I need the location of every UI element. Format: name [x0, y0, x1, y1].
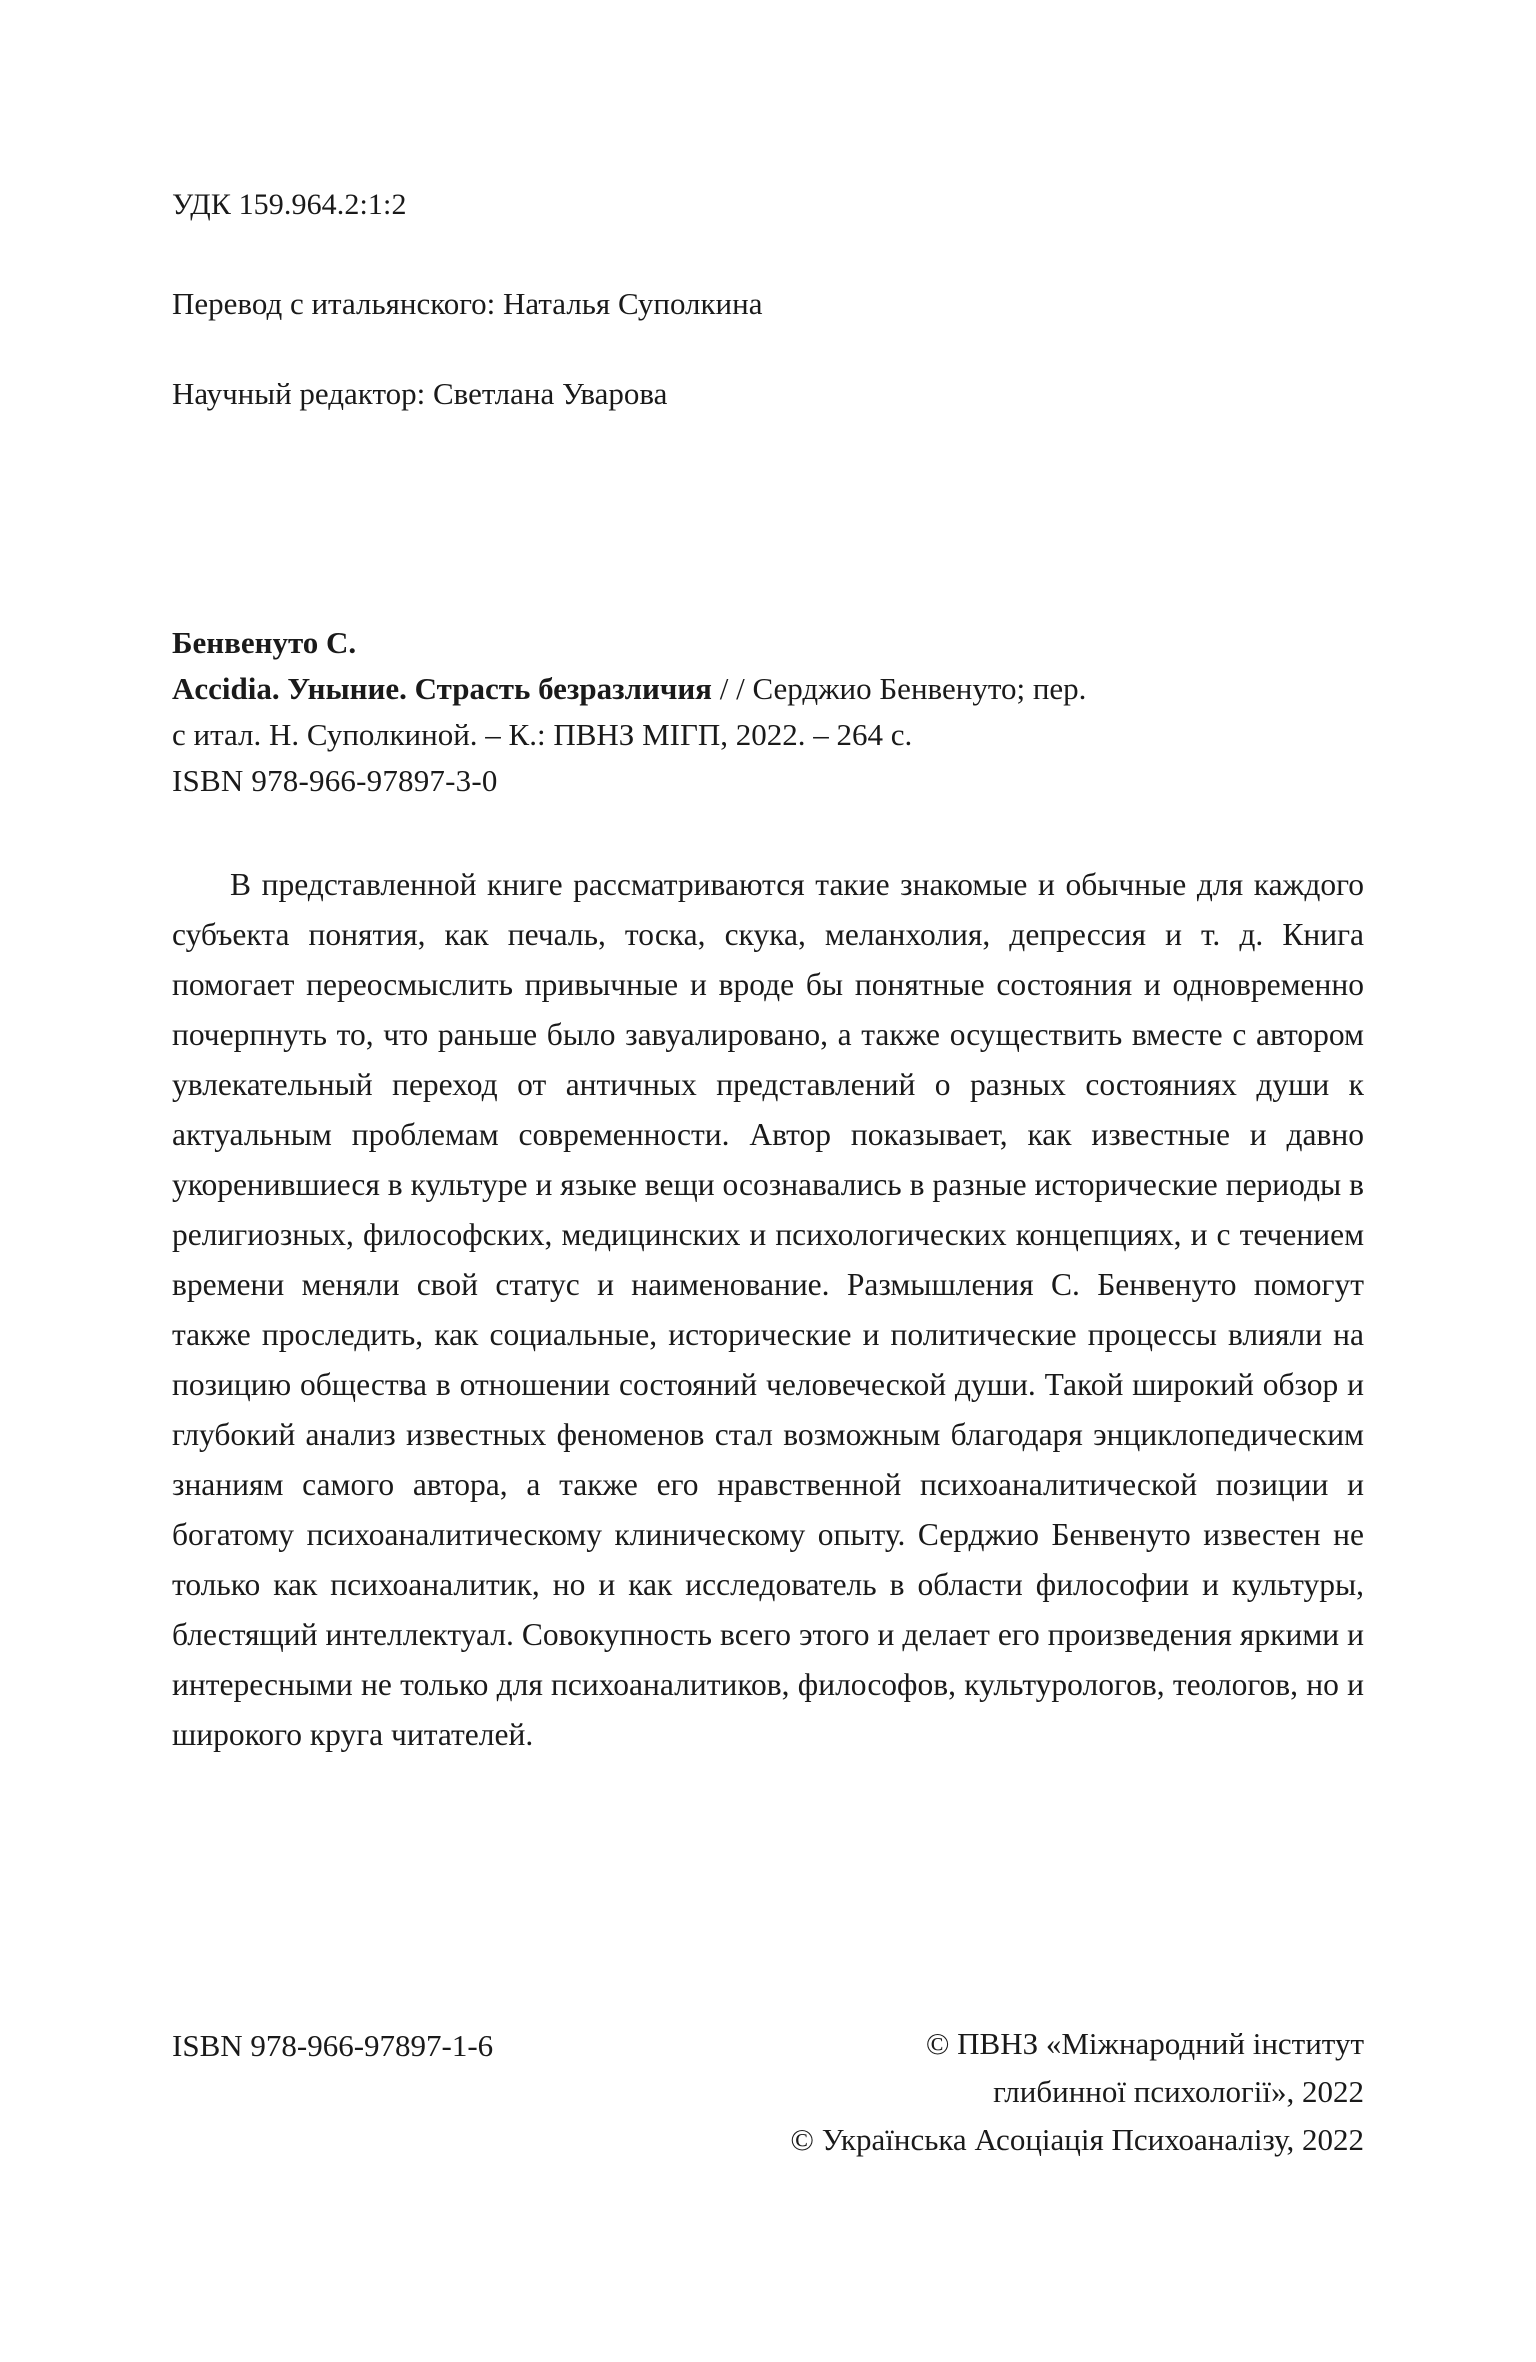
biblio-author: Бенвенуто С. — [172, 625, 357, 660]
copyright-block — [790, 2020, 1364, 2164]
biblio-title: Accidia. Уныние. Страсть безразличия — [172, 671, 712, 706]
biblio-isbn: ISBN 978-966-97897-3-0 — [172, 763, 498, 798]
footer-isbn: ISBN 978-966-97897-1-6 — [172, 2028, 494, 2063]
translator-credit: Перевод с итальянского: Наталья Суполкина — [172, 286, 763, 321]
biblio-title-responsibility: / / Серджио Бенвенуто; пер. — [711, 671, 1087, 706]
udc-code: УДК 159.964.2:1:2 — [172, 188, 407, 221]
footer-row — [172, 2020, 1364, 2164]
copyright-line-association: © Українська Асоціація Психоаналізу, 2022 — [790, 2122, 1364, 2157]
page-content — [172, 0, 1364, 2362]
biblio-title-line — [172, 666, 1364, 712]
page-footer — [172, 2020, 1364, 2164]
bibliographic-description — [172, 620, 1364, 804]
abstract-paragraph: В представленной книге рассматриваются такие знакомые и обычные для каждого субъекта понятия, как печаль, тоска, скука, меланхолия, депрессия и т. д. Книга помогает переосмыслить привычные и вроде бы понятные состояния и одновременно почерпнуть то, что раньше было завуалировано, а также осуществить вместе с автором увлекательный переход от античных представлений о разных состояниях души к актуальным проблемам современности. Автор показывает, как известные и давно укоренившиеся в культуре и языке вещи осознавались в разные исторические периоды в религиозных, философских, медицинских и психологических концепциях, и с течением времени меняли свой статус и наименование. Размышления С. Бенвенуто помогут также проследить, как социальные, исторические и политические процессы влияли на позицию общества в отношении состояний человеческой души. Такой широкий обзор и глубокий анализ известных феноменов стал возможным благодаря энциклопедическим знаниям самого автора, а также его нравственной психоаналитической позиции и богатому психоаналитическому клиническому опыту. Серджио Бенвенуто известен не только как психоаналитик, но и как исследователь в области философии и культуры, блестящий интеллектуал. Совокупность всего этого и делает его произведения яркими и интересными не только для психоаналитиков, философов, культурологов, теологов, но и широкого круга читателей. — [172, 867, 1364, 1752]
copyright-line-publisher-2: глибинної психології», 2022 — [993, 2074, 1364, 2109]
biblio-imprint: с итал. Н. Суполкиной. – К.: ПВНЗ МІГП, 2022. – 264 с. — [172, 717, 913, 752]
copyright-line-publisher-1: © ПВНЗ «Міжнародний інститут — [925, 2026, 1364, 2061]
scientific-editor-credit: Научный редактор: Светлана Уварова — [172, 376, 668, 411]
